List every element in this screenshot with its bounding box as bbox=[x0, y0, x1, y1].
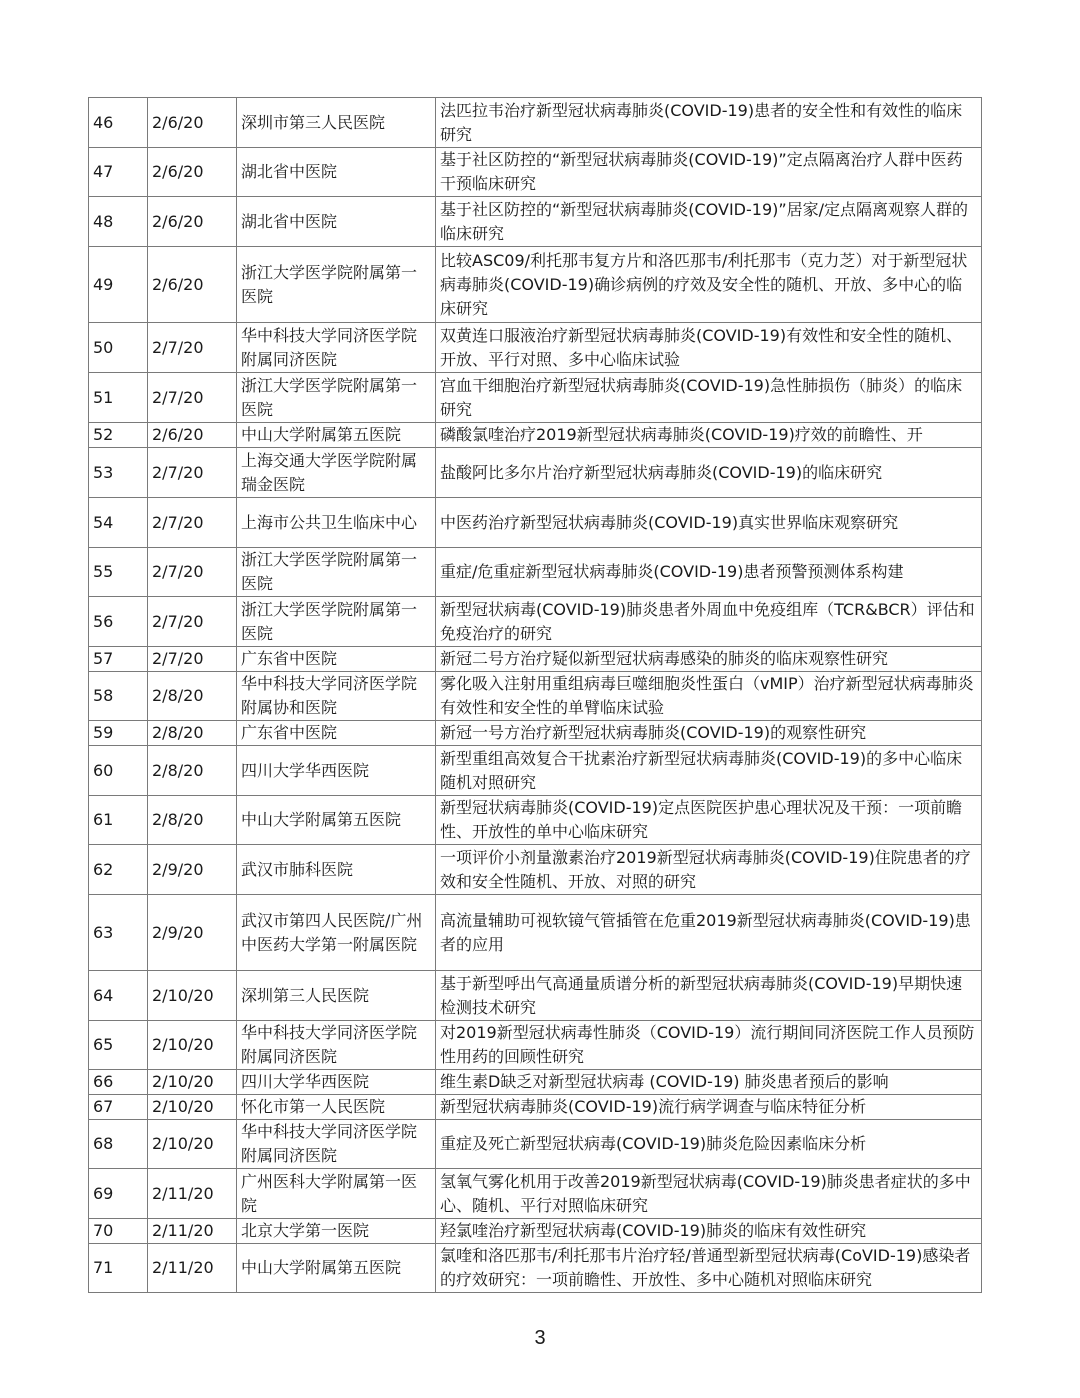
row-title-cell: 一项评价小剂量激素治疗2019新型冠状病毒肺炎(COVID-19)住院患者的疗效和安全性随机、开放、对照的研究 bbox=[436, 845, 982, 895]
row-date-cell: 2/7/20 bbox=[148, 498, 237, 548]
row-institution-cell: 浙江大学医学院附属第一医院 bbox=[237, 373, 436, 423]
row-institution-cell: 华中科技大学同济医学院附属协和医院 bbox=[237, 672, 436, 721]
row-date-cell: 2/10/20 bbox=[148, 971, 237, 1021]
row-title-cell: 雾化吸入注射用重组病毒巨噬细胞炎性蛋白（vMIP）治疗新型冠状病毒肺炎有效性和安全性的单臂临床试验 bbox=[436, 672, 982, 721]
table-row bbox=[89, 721, 982, 746]
row-title-cell: 新型重组高效复合干扰素治疗新型冠状病毒肺炎(COVID-19)的多中心临床随机对照研究 bbox=[436, 746, 982, 796]
row-institution-cell: 广东省中医院 bbox=[237, 647, 436, 672]
row-title-cell: 盐酸阿比多尔片治疗新型冠状病毒肺炎(COVID-19)的临床研究 bbox=[436, 448, 982, 498]
row-date-cell: 2/10/20 bbox=[148, 1095, 237, 1120]
row-number-cell: 59 bbox=[89, 721, 148, 746]
row-title-cell: 对2019新型冠状病毒性肺炎（COVID-19）流行期间同济医院工作人员预防性用药的回顾性研究 bbox=[436, 1021, 982, 1070]
row-institution-cell: 广东省中医院 bbox=[237, 721, 436, 746]
table-row bbox=[89, 1169, 982, 1219]
table-row bbox=[89, 1120, 982, 1169]
row-title-cell: 高流量辅助可视软镜气管插管在危重2019新型冠状病毒肺炎(COVID-19)患者的应用 bbox=[436, 895, 982, 971]
row-title-cell: 重症/危重症新型冠状病毒肺炎(COVID-19)患者预警预测体系构建 bbox=[436, 548, 982, 597]
row-title-cell: 氯喹和洛匹那韦/利托那韦片治疗轻/普通型新型冠状病毒(CoVID-19)感染者的疗效研究：一项前瞻性、开放性、多中心随机对照临床研究 bbox=[436, 1244, 982, 1293]
row-number-cell: 50 bbox=[89, 323, 148, 373]
table-row bbox=[89, 323, 982, 373]
row-institution-cell: 上海交通大学医学院附属瑞金医院 bbox=[237, 448, 436, 498]
table-body bbox=[89, 98, 982, 1293]
row-title-cell: 双黄连口服液治疗新型冠状病毒肺炎(COVID-19)有效性和安全性的随机、开放、平行对照、多中心临床试验 bbox=[436, 323, 982, 373]
table-row bbox=[89, 423, 982, 448]
row-institution-cell: 中山大学附属第五医院 bbox=[237, 423, 436, 448]
row-title-cell: 基于新型呼出气高通量质谱分析的新型冠状病毒肺炎(COVID-19)早期快速检测技术研究 bbox=[436, 971, 982, 1021]
row-number-cell: 71 bbox=[89, 1244, 148, 1293]
row-title-cell: 重症及死亡新型冠状病毒(COVID-19)肺炎危险因素临床分析 bbox=[436, 1120, 982, 1169]
row-date-cell: 2/7/20 bbox=[148, 647, 237, 672]
table-row bbox=[89, 647, 982, 672]
row-institution-cell: 深圳市第三人民医院 bbox=[237, 98, 436, 148]
row-title-cell: 羟氯喹治疗新型冠状病毒(COVID-19)肺炎的临床有效性研究 bbox=[436, 1219, 982, 1244]
row-number-cell: 51 bbox=[89, 373, 148, 423]
row-date-cell: 2/11/20 bbox=[148, 1219, 237, 1244]
row-institution-cell: 华中科技大学同济医学院附属同济医院 bbox=[237, 323, 436, 373]
row-date-cell: 2/7/20 bbox=[148, 548, 237, 597]
row-institution-cell: 广州医科大学附属第一医院 bbox=[237, 1169, 436, 1219]
table-row bbox=[89, 597, 982, 647]
table-row bbox=[89, 1021, 982, 1070]
row-number-cell: 55 bbox=[89, 548, 148, 597]
row-number-cell: 47 bbox=[89, 148, 148, 197]
table-row bbox=[89, 796, 982, 845]
row-date-cell: 2/6/20 bbox=[148, 423, 237, 448]
table-row bbox=[89, 1244, 982, 1293]
table-row bbox=[89, 1070, 982, 1095]
table-row bbox=[89, 672, 982, 721]
row-institution-cell: 深圳第三人民医院 bbox=[237, 971, 436, 1021]
row-title-cell: 新型冠状病毒肺炎(COVID-19)定点医院医护患心理状况及干预：一项前瞻性、开放性的单中心临床研究 bbox=[436, 796, 982, 845]
row-number-cell: 56 bbox=[89, 597, 148, 647]
row-number-cell: 64 bbox=[89, 971, 148, 1021]
row-institution-cell: 湖北省中医院 bbox=[237, 197, 436, 247]
table-row bbox=[89, 98, 982, 148]
row-date-cell: 2/6/20 bbox=[148, 98, 237, 148]
row-institution-cell: 上海市公共卫生临床中心 bbox=[237, 498, 436, 548]
row-date-cell: 2/7/20 bbox=[148, 448, 237, 498]
row-institution-cell: 四川大学华西医院 bbox=[237, 746, 436, 796]
row-date-cell: 2/11/20 bbox=[148, 1169, 237, 1219]
table-row bbox=[89, 548, 982, 597]
row-title-cell: 比较ASC09/利托那韦复方片和洛匹那韦/利托那韦（克力芝）对于新型冠状病毒肺炎(COVID-19)确诊病例的疗效及安全性的随机、开放、多中心的临床研究 bbox=[436, 247, 982, 323]
row-date-cell: 2/8/20 bbox=[148, 672, 237, 721]
row-institution-cell: 武汉市第四人民医院/广州中医药大学第一附属医院 bbox=[237, 895, 436, 971]
row-date-cell: 2/10/20 bbox=[148, 1120, 237, 1169]
row-date-cell: 2/6/20 bbox=[148, 148, 237, 197]
table-row bbox=[89, 895, 982, 971]
row-number-cell: 68 bbox=[89, 1120, 148, 1169]
row-date-cell: 2/10/20 bbox=[148, 1021, 237, 1070]
row-institution-cell: 怀化市第一人民医院 bbox=[237, 1095, 436, 1120]
row-number-cell: 60 bbox=[89, 746, 148, 796]
row-title-cell: 中医药治疗新型冠状病毒肺炎(COVID-19)真实世界临床观察研究 bbox=[436, 498, 982, 548]
table-row bbox=[89, 247, 982, 323]
row-number-cell: 66 bbox=[89, 1070, 148, 1095]
table-row bbox=[89, 148, 982, 197]
row-title-cell: 磷酸氯喹治疗2019新型冠状病毒肺炎(COVID-19)疗效的前瞻性、开 bbox=[436, 423, 982, 448]
row-title-cell: 氢氧气雾化机用于改善2019新型冠状病毒(COVID-19)肺炎患者症状的多中心、随机、平行对照临床研究 bbox=[436, 1169, 982, 1219]
table-row bbox=[89, 971, 982, 1021]
table-row bbox=[89, 498, 982, 548]
row-date-cell: 2/8/20 bbox=[148, 746, 237, 796]
row-title-cell: 基于社区防控的“新型冠状病毒肺炎(COVID-19)”居家/定点隔离观察人群的临床研究 bbox=[436, 197, 982, 247]
page-number: 3 bbox=[534, 1327, 546, 1349]
row-number-cell: 52 bbox=[89, 423, 148, 448]
row-institution-cell: 华中科技大学同济医学院附属同济医院 bbox=[237, 1120, 436, 1169]
row-number-cell: 63 bbox=[89, 895, 148, 971]
row-title-cell: 新型冠状病毒(COVID-19)肺炎患者外周血中免疫组库（TCR&BCR）评估和免疫治疗的研究 bbox=[436, 597, 982, 647]
row-number-cell: 58 bbox=[89, 672, 148, 721]
row-number-cell: 46 bbox=[89, 98, 148, 148]
row-institution-cell: 中山大学附属第五医院 bbox=[237, 1244, 436, 1293]
table-row bbox=[89, 1219, 982, 1244]
row-date-cell: 2/10/20 bbox=[148, 1070, 237, 1095]
row-number-cell: 62 bbox=[89, 845, 148, 895]
table-row bbox=[89, 746, 982, 796]
row-date-cell: 2/8/20 bbox=[148, 796, 237, 845]
row-title-cell: 维生素D缺乏对新型冠状病毒 (COVID-19) 肺炎患者预后的影响 bbox=[436, 1070, 982, 1095]
table-row bbox=[89, 448, 982, 498]
row-date-cell: 2/9/20 bbox=[148, 895, 237, 971]
clinical-trials-table bbox=[88, 97, 982, 1293]
row-date-cell: 2/6/20 bbox=[148, 197, 237, 247]
row-institution-cell: 武汉市肺科医院 bbox=[237, 845, 436, 895]
row-number-cell: 53 bbox=[89, 448, 148, 498]
row-number-cell: 65 bbox=[89, 1021, 148, 1070]
row-institution-cell: 北京大学第一医院 bbox=[237, 1219, 436, 1244]
row-title-cell: 宫血干细胞治疗新型冠状病毒肺炎(COVID-19)急性肺损伤（肺炎）的临床研究 bbox=[436, 373, 982, 423]
row-title-cell: 新型冠状病毒肺炎(COVID-19)流行病学调查与临床特征分析 bbox=[436, 1095, 982, 1120]
row-institution-cell: 湖北省中医院 bbox=[237, 148, 436, 197]
row-institution-cell: 华中科技大学同济医学院附属同济医院 bbox=[237, 1021, 436, 1070]
row-date-cell: 2/7/20 bbox=[148, 597, 237, 647]
row-title-cell: 法匹拉韦治疗新型冠状病毒肺炎(COVID-19)患者的安全性和有效性的临床研究 bbox=[436, 98, 982, 148]
table-row bbox=[89, 197, 982, 247]
table-row bbox=[89, 373, 982, 423]
row-number-cell: 49 bbox=[89, 247, 148, 323]
row-institution-cell: 中山大学附属第五医院 bbox=[237, 796, 436, 845]
row-number-cell: 67 bbox=[89, 1095, 148, 1120]
row-date-cell: 2/7/20 bbox=[148, 373, 237, 423]
row-number-cell: 54 bbox=[89, 498, 148, 548]
row-title-cell: 新冠一号方治疗新型冠状病毒肺炎(COVID-19)的观察性研究 bbox=[436, 721, 982, 746]
row-institution-cell: 浙江大学医学院附属第一医院 bbox=[237, 247, 436, 323]
row-institution-cell: 四川大学华西医院 bbox=[237, 1070, 436, 1095]
row-institution-cell: 浙江大学医学院附属第一医院 bbox=[237, 597, 436, 647]
row-date-cell: 2/11/20 bbox=[148, 1244, 237, 1293]
row-date-cell: 2/6/20 bbox=[148, 247, 237, 323]
row-date-cell: 2/7/20 bbox=[148, 323, 237, 373]
table-row bbox=[89, 845, 982, 895]
row-institution-cell: 浙江大学医学院附属第一医院 bbox=[237, 548, 436, 597]
table-row bbox=[89, 1095, 982, 1120]
row-date-cell: 2/9/20 bbox=[148, 845, 237, 895]
row-title-cell: 基于社区防控的“新型冠状病毒肺炎(COVID-19)”定点隔离治疗人群中医药干预临床研究 bbox=[436, 148, 982, 197]
row-number-cell: 57 bbox=[89, 647, 148, 672]
row-number-cell: 70 bbox=[89, 1219, 148, 1244]
row-date-cell: 2/8/20 bbox=[148, 721, 237, 746]
row-number-cell: 69 bbox=[89, 1169, 148, 1219]
row-number-cell: 48 bbox=[89, 197, 148, 247]
row-title-cell: 新冠二号方治疗疑似新型冠状病毒感染的肺炎的临床观察性研究 bbox=[436, 647, 982, 672]
row-number-cell: 61 bbox=[89, 796, 148, 845]
